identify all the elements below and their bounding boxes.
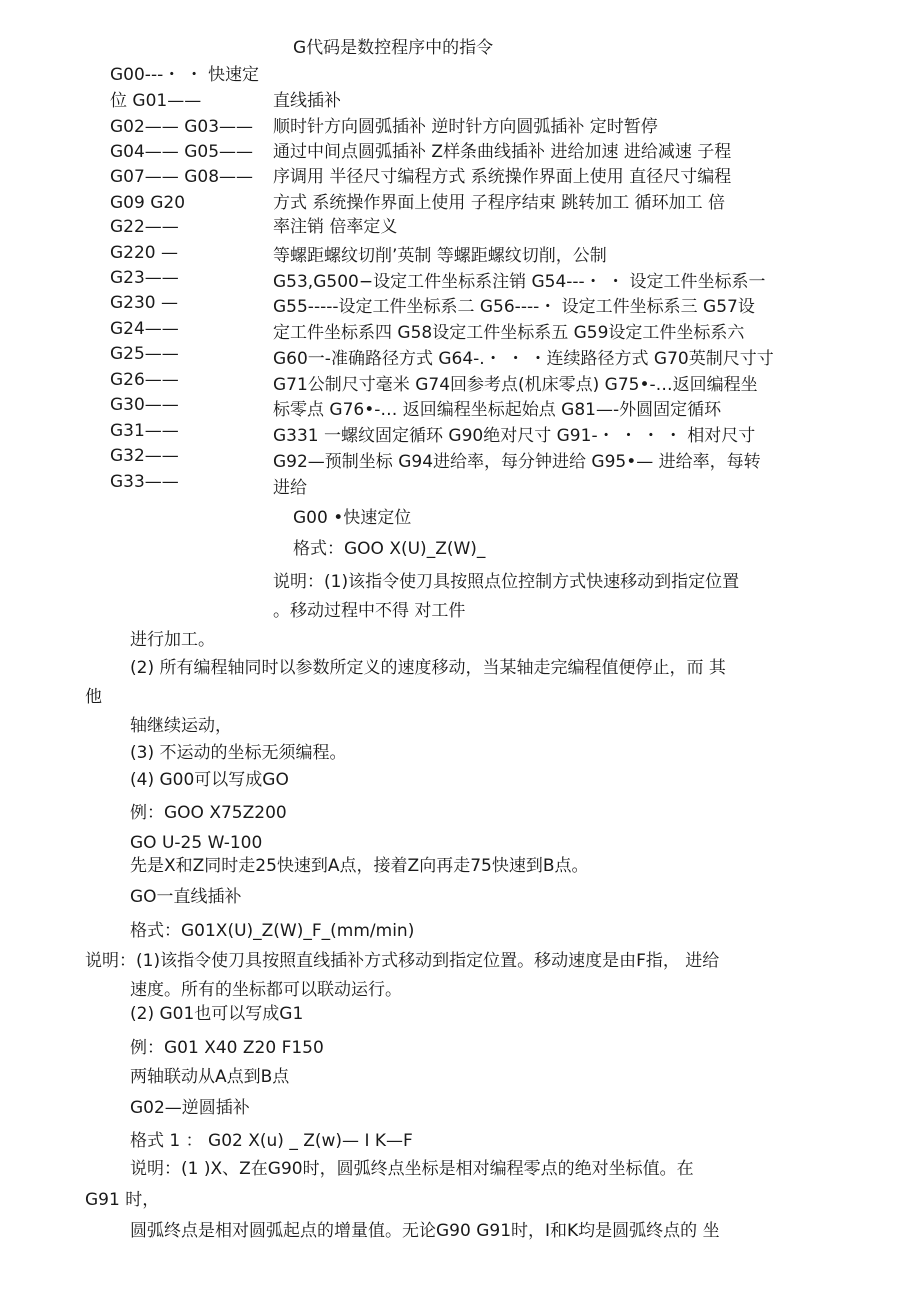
desc-line: 方式 系统操作界面上使用 子程序结束 跳转加工 循环加工 倍 bbox=[273, 193, 726, 213]
example-line: 例：G01 X40 Z20 F150 bbox=[130, 1038, 324, 1058]
code-item: G02—— G03—— bbox=[110, 117, 254, 137]
example-line: GO U-25 W-100 bbox=[130, 833, 263, 853]
code-item: G31—— bbox=[110, 421, 179, 441]
note-line: 圆弧终点是相对圆弧起点的增量值。无论G90 G91时，I和K均是圆弧终点的 坐 bbox=[130, 1221, 720, 1241]
example-line: 例：GOO X75Z200 bbox=[130, 803, 287, 823]
section-heading-g00: G00 •快速定位 bbox=[293, 508, 412, 528]
desc-line: G331 一螺纹固定循环 G90绝对尺寸 G91-・ ・ ・ ・ 相对尺寸 bbox=[273, 426, 756, 446]
desc-line: 标零点 G76•-… 返回编程坐标起始点 G81—-外圆固定循环 bbox=[273, 400, 722, 420]
note-line: (2) 所有编程轴同时以参数所定义的速度移动，当某轴走完编程值便停止，而 其 bbox=[130, 658, 726, 678]
code-item: G220 — bbox=[110, 243, 179, 263]
desc-line: G71公制尺寸毫米 G74回参考点(机床零点) G75•-…返回编程坐 bbox=[273, 375, 758, 395]
desc-line: 率注销 倍率定义 bbox=[273, 217, 398, 237]
code-item: G22—— bbox=[110, 217, 179, 237]
note-line: 速度。所有的坐标都可以联动运行。 bbox=[130, 980, 402, 1000]
desc-line: G55-----设定工件坐标系二 G56----・ 设定工件坐标系三 G57设 bbox=[273, 297, 755, 317]
desc-line: G60一-准确路径方式 G64-.・ ・ ・连续路径方式 G70英制尺寸寸 bbox=[273, 349, 774, 369]
desc-line: G53,G500−设定工件坐标系注销 G54---・ ・ 设定工件坐标系一 bbox=[273, 272, 766, 292]
code-item: G230 — bbox=[110, 293, 179, 313]
note-line: G91 时， bbox=[85, 1190, 160, 1210]
note-line: 说明：(1 )X、Z在G90时，圆弧终点坐标是相对编程零点的绝对坐标值。在 bbox=[130, 1159, 694, 1179]
note-line: 轴继续运动， bbox=[130, 716, 232, 736]
code-item: G30—— bbox=[110, 395, 179, 415]
code-item: G32—— bbox=[110, 446, 179, 466]
section-heading-g02: G02—逆圆插补 bbox=[130, 1098, 250, 1118]
code-item: 位 G01—— bbox=[110, 91, 202, 111]
format-line: 格式：GOO X(U)_Z(W)_ bbox=[293, 539, 486, 559]
note-line: 他 bbox=[85, 687, 102, 707]
note-line: 说明：(1)该指令使刀具按照点位控制方式快速移动到指定位置 bbox=[273, 572, 740, 592]
code-item: G33—— bbox=[110, 472, 179, 492]
note-line: 进行加工。 bbox=[130, 630, 215, 650]
note-line: (4) G00可以写成GO bbox=[130, 770, 289, 790]
desc-line: 序调用 半径尺寸编程方式 系统操作界面上使用 直径尺寸编程 bbox=[273, 167, 732, 187]
note-line: (2) G01也可以写成G1 bbox=[130, 1004, 304, 1024]
code-item: G04—— G05—— bbox=[110, 142, 254, 162]
code-item: G24—— bbox=[110, 319, 179, 339]
page-title: G代码是数控程序中的指令 bbox=[293, 38, 494, 58]
code-item: G09 G20 bbox=[110, 193, 186, 213]
desc-line: 等螺距螺纹切削’英制 等螺距螺纹切削，公制 bbox=[273, 246, 607, 266]
section-heading-g01: GO一直线插补 bbox=[130, 887, 242, 907]
note-line: 。移动过程中不得 对工件 bbox=[273, 601, 466, 621]
desc-line: 进给 bbox=[273, 478, 307, 498]
code-item: G23—— bbox=[110, 268, 179, 288]
note-line: 说明：(1)该指令使刀具按照直线插补方式移动到指定位置。移动速度是由F指， 进给 bbox=[85, 951, 720, 971]
desc-line: 直线插补 bbox=[273, 91, 341, 111]
code-item: G26—— bbox=[110, 370, 179, 390]
note-line: 两轴联动从A点到B点 bbox=[130, 1067, 290, 1087]
desc-line: 定工件坐标系四 G58设定工件坐标系五 G59设定工件坐标系六 bbox=[273, 323, 745, 343]
code-item: G25—— bbox=[110, 344, 179, 364]
desc-line: 顺时针方向圆弧插补 逆时针方向圆弧插补 定时暂停 bbox=[273, 117, 658, 137]
desc-line: 通过中间点圆弧插补 Z样条曲线插补 进给加速 进给减速 子程 bbox=[273, 142, 732, 162]
format-line: 格式 1 ： G02 X(u) _ Z(w)— I K—F bbox=[130, 1131, 413, 1151]
format-line: 格式：G01X(U)_Z(W)_F_(mm/min) bbox=[130, 921, 415, 941]
code-item: G00---・ ・ 快速定 bbox=[110, 65, 260, 85]
note-line: (3) 不运动的坐标无须编程。 bbox=[130, 743, 347, 763]
note-line: 先是X和Z同时走25快速到A点，接着Z向再走75快速到B点。 bbox=[130, 856, 589, 876]
desc-line: G92—预制坐标 G94进给率，每分钟进给 G95•— 进给率，每转 bbox=[273, 452, 761, 472]
code-item: G07—— G08—— bbox=[110, 167, 254, 187]
